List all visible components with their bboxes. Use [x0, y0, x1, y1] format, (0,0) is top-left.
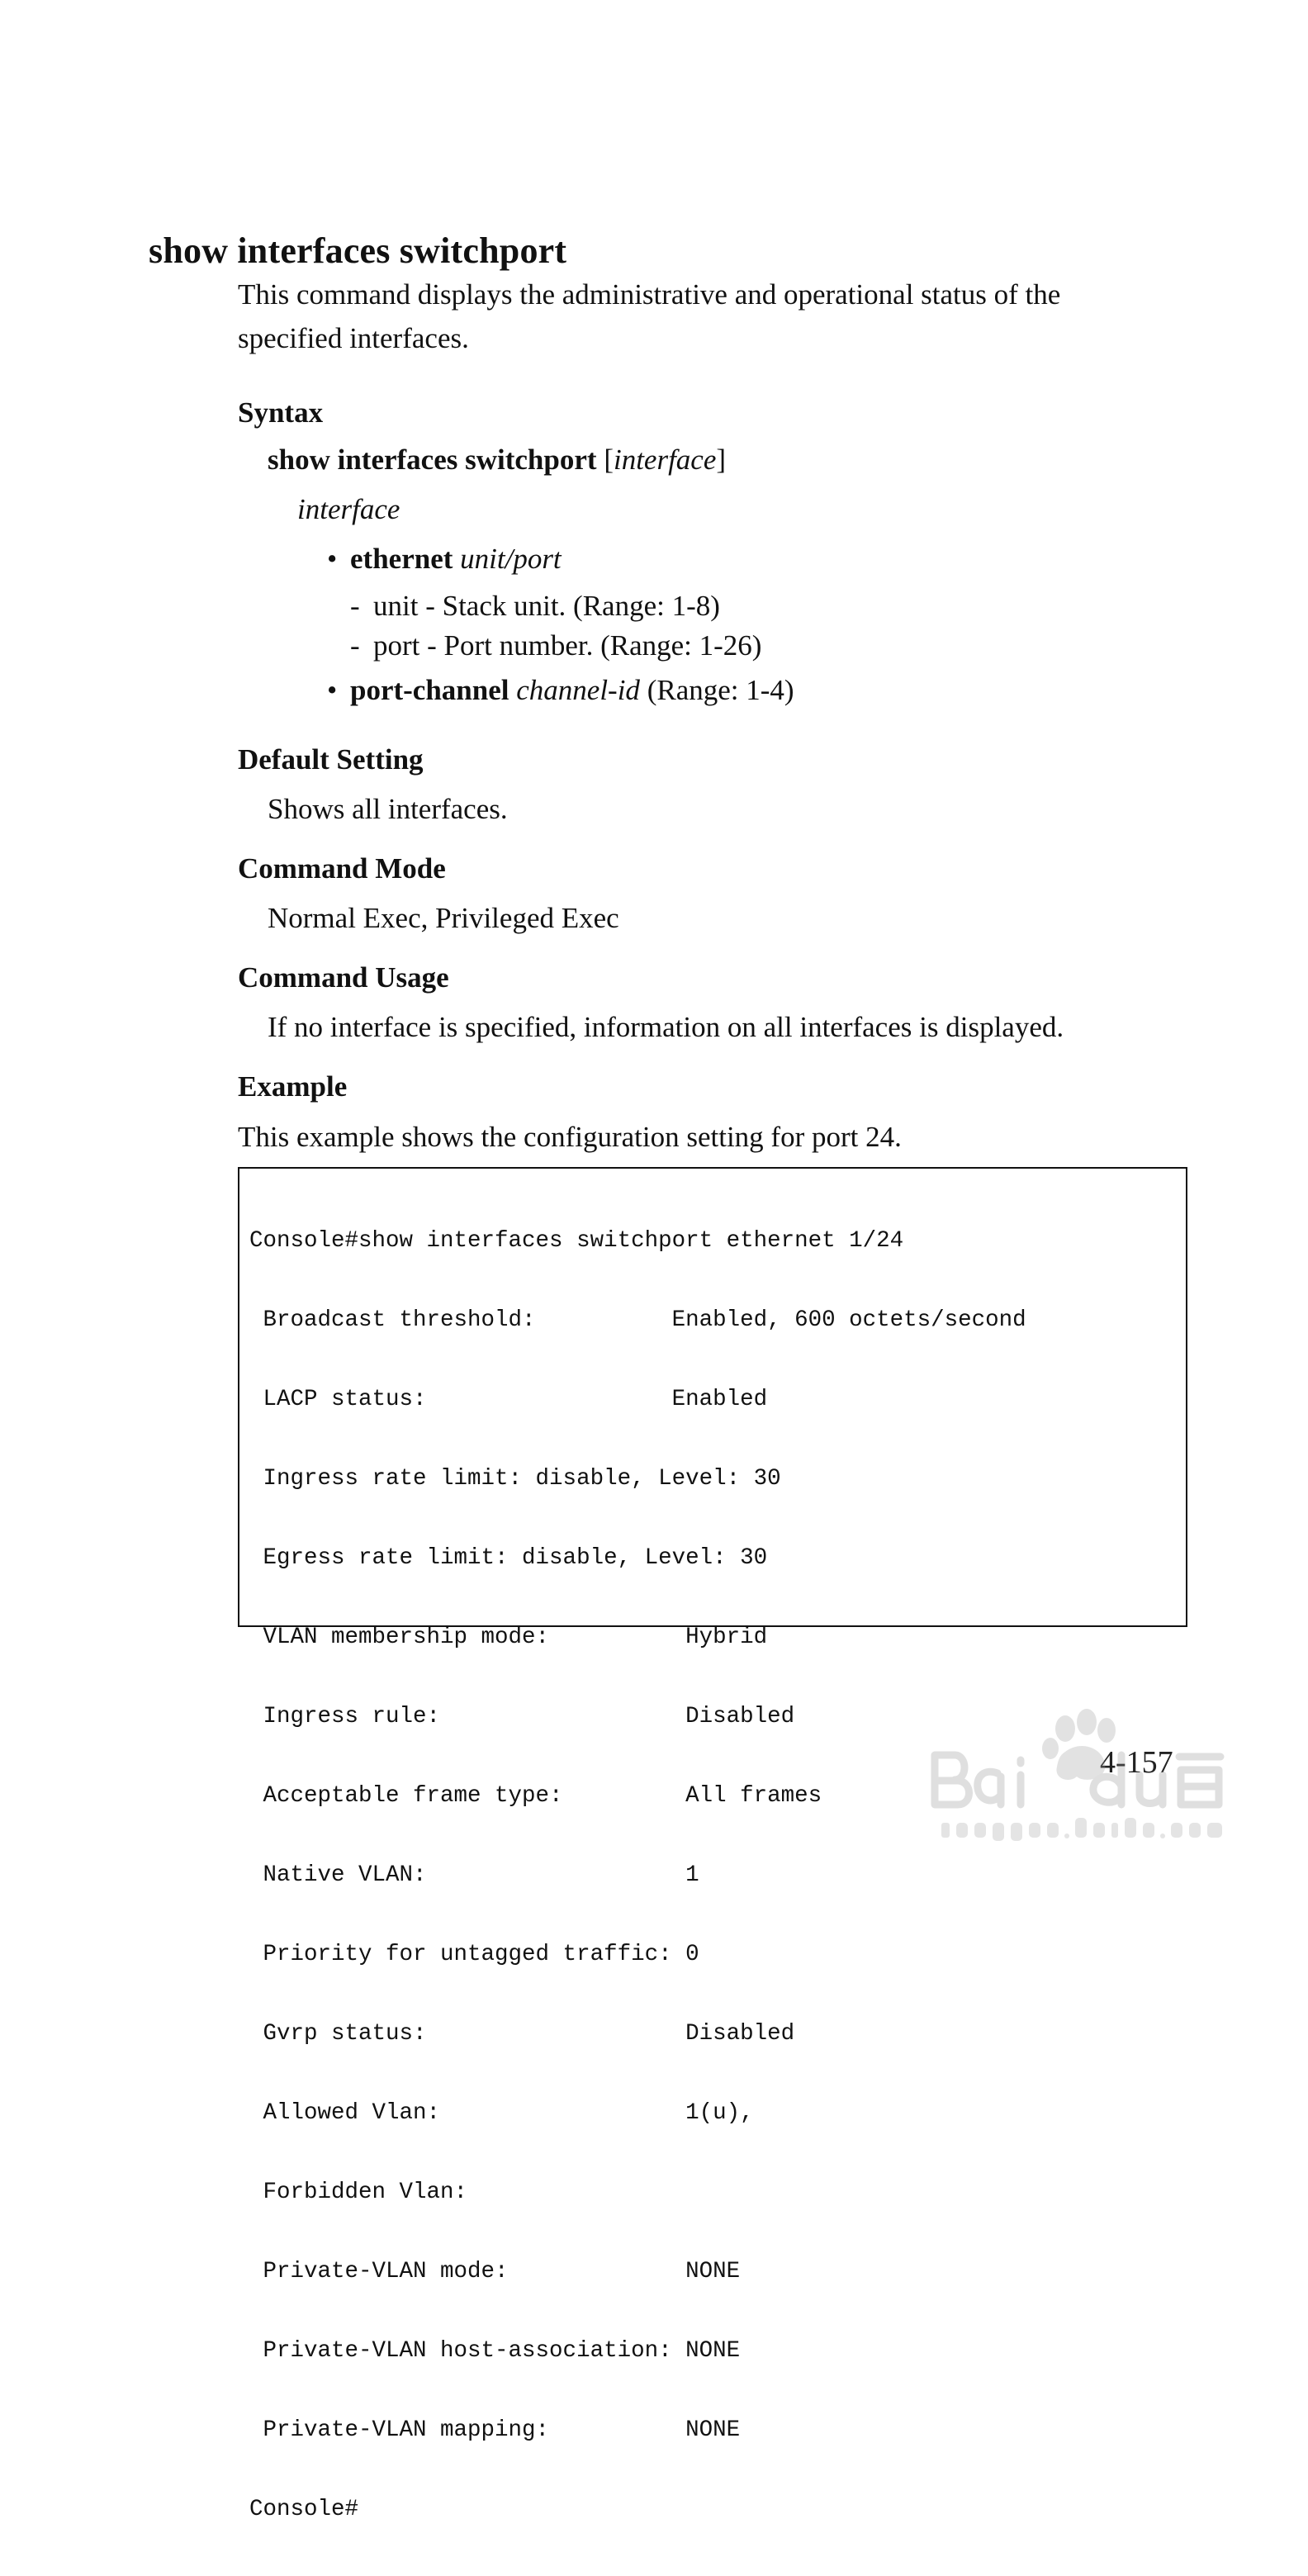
page-title: show interfaces switchport — [149, 230, 567, 271]
syntax-heading: Syntax — [238, 396, 324, 429]
syntax-param: interface — [613, 444, 717, 476]
default-setting-heading: Default Setting — [238, 743, 424, 776]
console-line: Ingress rate limit: disable, Level: 30 — [249, 1466, 781, 1492]
parameter-label: interface — [297, 493, 400, 525]
console-line: Forbidden Vlan: — [249, 2180, 468, 2205]
console-line: Broadcast threshold: Enabled, 600 octets/second — [249, 1307, 1026, 1333]
sub-dash: - — [350, 590, 360, 622]
console-line: Native VLAN: 1 — [249, 1862, 699, 1888]
bullet-arg: unit/port — [460, 543, 562, 575]
bullet-arg: channel-id — [516, 674, 640, 706]
syntax-command-name: show interfaces switchport — [268, 444, 597, 476]
command-usage-text: If no interface is specified, information on all interfaces is displayed. — [268, 1011, 1064, 1043]
subitem-text: port - Port number. (Range: 1-26) — [373, 629, 762, 662]
bullet-suffix: (Range: 1-4) — [639, 674, 794, 706]
console-line: Console# — [249, 2497, 359, 2522]
console-line: Egress rate limit: disable, Level: 30 — [249, 1545, 768, 1571]
console-line: Allowed Vlan: 1(u), — [249, 2100, 754, 2126]
subitem-port — [350, 628, 761, 664]
syntax-bracket-open: [ — [604, 444, 614, 476]
syntax-command — [268, 442, 726, 478]
example-text: This example shows the configuration setting for port 24. — [238, 1121, 902, 1153]
command-mode-text: Normal Exec, Privileged Exec — [268, 902, 619, 934]
syntax-bracket-close: ] — [716, 444, 727, 476]
bullet-keyword: port-channel — [350, 674, 509, 706]
console-line: Private-VLAN mode: NONE — [249, 2259, 741, 2284]
bullet-ethernet — [327, 541, 562, 577]
console-line: Console#show interfaces switchport ethernet 1/24 — [249, 1228, 904, 1254]
bullet-port-channel — [327, 672, 794, 709]
default-setting-text: Shows all interfaces. — [268, 793, 508, 825]
console-line: Private-VLAN host-association: NONE — [249, 2338, 741, 2364]
bullet-keyword: ethernet — [350, 543, 453, 575]
intro-paragraph: This command displays the administrative and operational status of the specified interfaces. — [238, 278, 1061, 354]
console-line: VLAN membership mode: Hybrid — [249, 1625, 768, 1650]
command-usage-heading: Command Usage — [238, 961, 449, 994]
console-line: Acceptable frame type: All frames — [249, 1783, 822, 1809]
command-mode-heading: Command Mode — [238, 852, 446, 885]
console-line: Gvrp status: Disabled — [249, 2021, 795, 2047]
console-line: LACP status: Enabled — [249, 1387, 768, 1412]
page-number: 4-157 — [1100, 1745, 1173, 1780]
console-line: Ingress rule: Disabled — [249, 1704, 795, 1729]
bullet-dot: • — [327, 674, 338, 706]
subitem-unit — [350, 588, 720, 624]
console-line: Private-VLAN mapping: NONE — [249, 2417, 741, 2443]
console-line: Priority for untagged traffic: 0 — [249, 1942, 699, 1967]
subitem-text: unit - Stack unit. (Range: 1-8) — [373, 590, 720, 622]
example-heading: Example — [238, 1070, 348, 1103]
bullet-dot: • — [327, 543, 338, 575]
sub-dash: - — [350, 629, 360, 662]
